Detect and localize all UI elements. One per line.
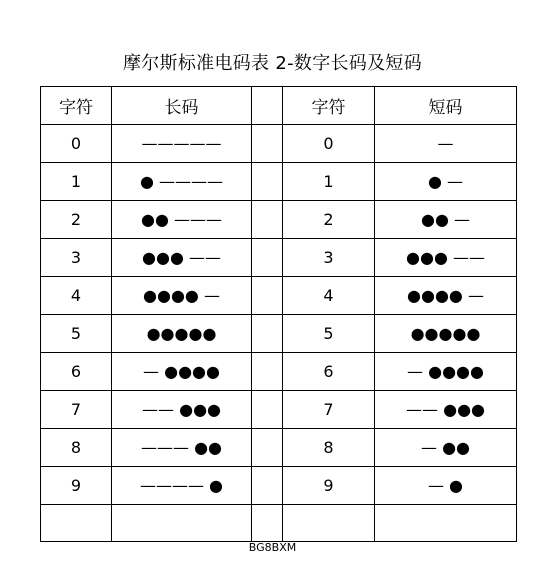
spacer-cell bbox=[252, 277, 283, 315]
char-cell-right: 4 bbox=[283, 277, 375, 315]
table-row bbox=[41, 315, 517, 353]
table-row bbox=[41, 125, 517, 163]
empty-cell bbox=[112, 505, 252, 542]
long-code-cell: —— ●●● bbox=[112, 391, 252, 429]
short-code-cell: — ●●●● bbox=[375, 353, 517, 391]
short-code-cell: ● — bbox=[375, 163, 517, 201]
table-row bbox=[41, 239, 517, 277]
char-cell-left: 0 bbox=[41, 125, 112, 163]
header-spacer bbox=[252, 87, 283, 125]
char-cell-right: 2 bbox=[283, 201, 375, 239]
long-code-cell: ●●● —— bbox=[112, 239, 252, 277]
empty-cell bbox=[41, 505, 112, 542]
spacer-cell bbox=[252, 353, 283, 391]
table-row-empty bbox=[41, 505, 517, 542]
short-code-cell: ●●●●● bbox=[375, 315, 517, 353]
table-row bbox=[41, 277, 517, 315]
spacer-cell bbox=[252, 467, 283, 505]
long-code-cell: ●●●●● bbox=[112, 315, 252, 353]
header-short-code: 短码 bbox=[375, 87, 517, 125]
char-cell-left: 5 bbox=[41, 315, 112, 353]
spacer-cell bbox=[252, 239, 283, 277]
table-row bbox=[41, 467, 517, 505]
header-long-code: 长码 bbox=[112, 87, 252, 125]
table-row bbox=[41, 353, 517, 391]
char-cell-left: 3 bbox=[41, 239, 112, 277]
spacer-cell bbox=[252, 391, 283, 429]
spacer-cell bbox=[252, 201, 283, 239]
char-cell-left: 6 bbox=[41, 353, 112, 391]
char-cell-right: 5 bbox=[283, 315, 375, 353]
table-header-row bbox=[41, 87, 517, 125]
header-char-left: 字符 bbox=[41, 87, 112, 125]
char-cell-right: 8 bbox=[283, 429, 375, 467]
spacer-cell bbox=[252, 429, 283, 467]
char-cell-left: 7 bbox=[41, 391, 112, 429]
char-cell-right: 1 bbox=[283, 163, 375, 201]
long-code-cell: ————— bbox=[112, 125, 252, 163]
short-code-cell: ●●● —— bbox=[375, 239, 517, 277]
long-code-cell: ●●●● — bbox=[112, 277, 252, 315]
char-cell-left: 2 bbox=[41, 201, 112, 239]
table-row bbox=[41, 163, 517, 201]
spacer-cell bbox=[252, 163, 283, 201]
table-row bbox=[41, 201, 517, 239]
char-cell-right: 9 bbox=[283, 467, 375, 505]
char-cell-left: 1 bbox=[41, 163, 112, 201]
short-code-cell: — ●● bbox=[375, 429, 517, 467]
long-code-cell: — ●●●● bbox=[112, 353, 252, 391]
morse-code-table bbox=[40, 86, 517, 542]
char-cell-right: 3 bbox=[283, 239, 375, 277]
empty-cell bbox=[375, 505, 517, 542]
empty-cell bbox=[283, 505, 375, 542]
header-char-right: 字符 bbox=[283, 87, 375, 125]
char-cell-right: 6 bbox=[283, 353, 375, 391]
short-code-cell: —— ●●● bbox=[375, 391, 517, 429]
empty-cell bbox=[252, 505, 283, 542]
char-cell-right: 0 bbox=[283, 125, 375, 163]
char-cell-left: 9 bbox=[41, 467, 112, 505]
short-code-cell: ●● — bbox=[375, 201, 517, 239]
short-code-cell: — ● bbox=[375, 467, 517, 505]
author-callsign: BG8BXM bbox=[248, 541, 297, 554]
short-code-cell: — bbox=[375, 125, 517, 163]
long-code-cell: ———— ● bbox=[112, 467, 252, 505]
short-code-cell: ●●●● — bbox=[375, 277, 517, 315]
table-row bbox=[41, 391, 517, 429]
char-cell-left: 8 bbox=[41, 429, 112, 467]
spacer-cell bbox=[252, 125, 283, 163]
spacer-cell bbox=[252, 315, 283, 353]
char-cell-right: 7 bbox=[283, 391, 375, 429]
char-cell-left: 4 bbox=[41, 277, 112, 315]
long-code-cell: ——— ●● bbox=[112, 429, 252, 467]
table-row bbox=[41, 429, 517, 467]
page-title: 摩尔斯标准电码表 2-数字长码及短码 bbox=[122, 53, 423, 74]
long-code-cell: ●● ——— bbox=[112, 201, 252, 239]
long-code-cell: ● ———— bbox=[112, 163, 252, 201]
